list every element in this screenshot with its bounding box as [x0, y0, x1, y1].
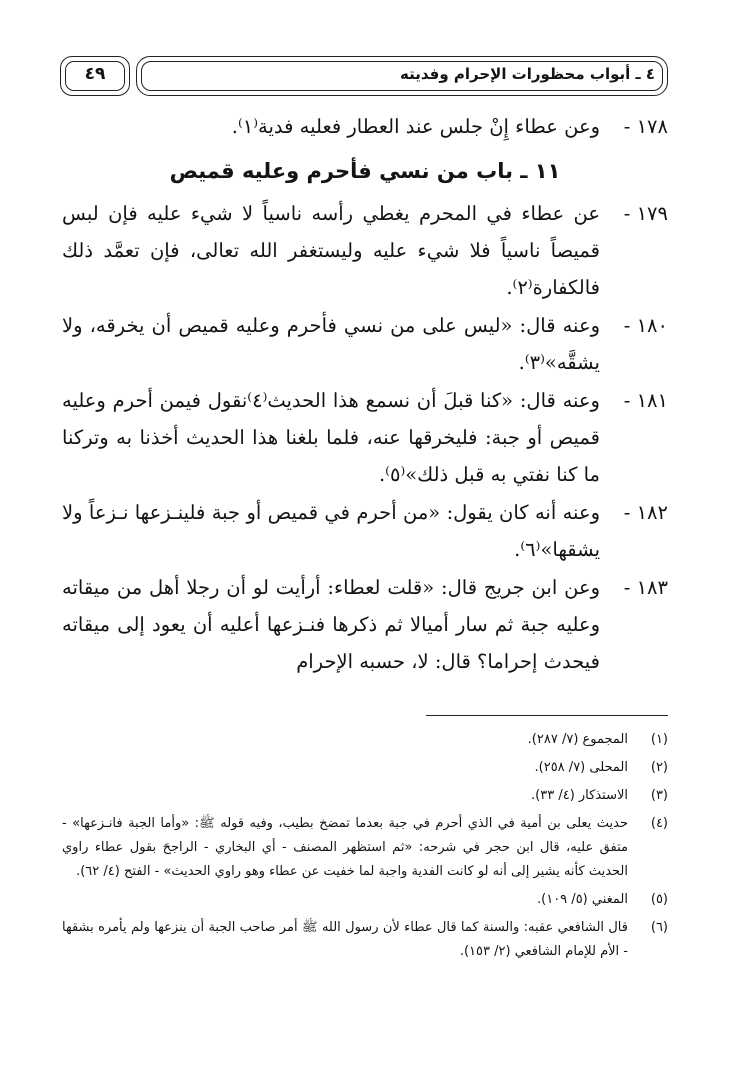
- footnote-text: المغني (٥/ ١٠٩).: [537, 892, 628, 907]
- entry-text: وعنه قال: «كنا قبلَ أن نسمع هذا الحديث⁽٤⁾نقول فيمن أحرم وعليه قميص أو جبة: فليخرقها عنه، فلما بلغنا هذا الحديث أخذنا به وتركنا ما كنا نفتي به قبل ذلك»⁽٥⁾.: [62, 389, 600, 486]
- footnotes: [62, 728, 668, 968]
- footnote-number: (٥): [650, 892, 668, 907]
- entry-179: [62, 195, 668, 306]
- entry-183: [62, 569, 668, 680]
- chapter-heading: ١١ ـ باب من نسي فأحرم وعليه قميص: [169, 159, 561, 183]
- running-title-frame: [136, 56, 668, 96]
- footnote-number: (٦): [650, 920, 668, 935]
- footnote-text: المجموع (٧/ ٢٨٧).: [527, 732, 628, 747]
- footnote-2: [62, 756, 668, 780]
- footnote-number: (٤): [650, 816, 668, 831]
- entry-182: [62, 494, 668, 568]
- entry-180: [62, 307, 668, 381]
- footnote-1: [62, 728, 668, 752]
- entry-text: وعنه قال: «ليس على من نسي فأحرم وعليه قميص أن يخرقه، ولا يشقَّه»⁽٣⁾.: [62, 314, 600, 374]
- entry-text: وعن عطاء إِنْ جلس عند العطار فعليه فدية⁽١⁾.: [231, 115, 600, 138]
- entry-181: [62, 382, 668, 493]
- entry-text: وعن ابن جريج قال: «قلت لعطاء: أرأيت لو أن رجلا أهل من ميقاته وعليه جبة ثم سار أميالا ثم ذكرها فنـزعها أعليه أن يعود إلى ميقاته فيحدث إحراما؟ قال: لا، حسبه الإحرام: [62, 576, 600, 673]
- running-header: [60, 56, 668, 98]
- footnote-4: [62, 812, 668, 884]
- footnote-text: الاستذكار (٤/ ٣٣).: [531, 788, 628, 803]
- entry-text: وعنه أنه كان يقول: «من أحرم في قميص أو جبة فلينـزعها نـزعاً ولا يشقها»⁽٦⁾.: [62, 501, 600, 561]
- footnote-text: حديث يعلى بن أمية في الذي أحرم في جبة بعدما تمضخ بطيب، وفيه قوله ﷺ: «وأما الجبة فانـزعها» - متفق عليه، قال ابن حجر في شرحه: «ثم استظهر المصنف - أي البخاري - الراجحَ بقول عطاء راوي الحديث كأنه يشير إلى أنه لو كانت الفدية واجبة لما خفيت عن عطاء وهو راوي الحديث» - الفتح (٤/ ٦٢).: [62, 816, 628, 879]
- footnote-3: [62, 784, 668, 808]
- entry-text: عن عطاء في المحرم يغطي رأسه ناسياً لا شيء عليه فإن لبس قميصاً ناسياً فلا شيء عليه وليستغفر الله تعالى، فإن تعمَّد ذلك فالكفارة⁽٢⁾.: [62, 202, 600, 299]
- running-title: ٤ ـ أبواب محظورات الإحرام وفديته: [399, 65, 655, 83]
- entry-number: ١٨١ -: [623, 389, 668, 412]
- entry-number: ١٧٨ -: [623, 115, 668, 138]
- footnote-divider: [426, 715, 668, 716]
- footnote-number: (٢): [650, 760, 668, 775]
- footnote-text: المحلى (٧/ ٢٥٨).: [534, 760, 628, 775]
- page-number: ٤٩: [84, 64, 106, 84]
- entry-number: ١٨٠ -: [623, 314, 668, 337]
- entry-number: ١٨٢ -: [623, 501, 668, 524]
- entry-number: ١٧٩ -: [623, 202, 668, 225]
- footnote-number: (٣): [650, 788, 668, 803]
- entry-number: ١٨٣ -: [623, 576, 668, 599]
- footnote-text: قال الشافعي عقبه: والسنة كما قال عطاء لأن رسول الله ﷺ أمر صاحب الجبة أن ينزعها ولم يأمره بشقها - الأم للإمام الشافعي (٢/ ١٥٣).: [62, 920, 628, 959]
- entry-178: [62, 108, 668, 145]
- footnote-6: [62, 916, 668, 964]
- main-text: [62, 108, 668, 681]
- footnote-number: (١): [650, 732, 668, 747]
- page-number-frame: [60, 56, 130, 96]
- footnote-5: [62, 888, 668, 912]
